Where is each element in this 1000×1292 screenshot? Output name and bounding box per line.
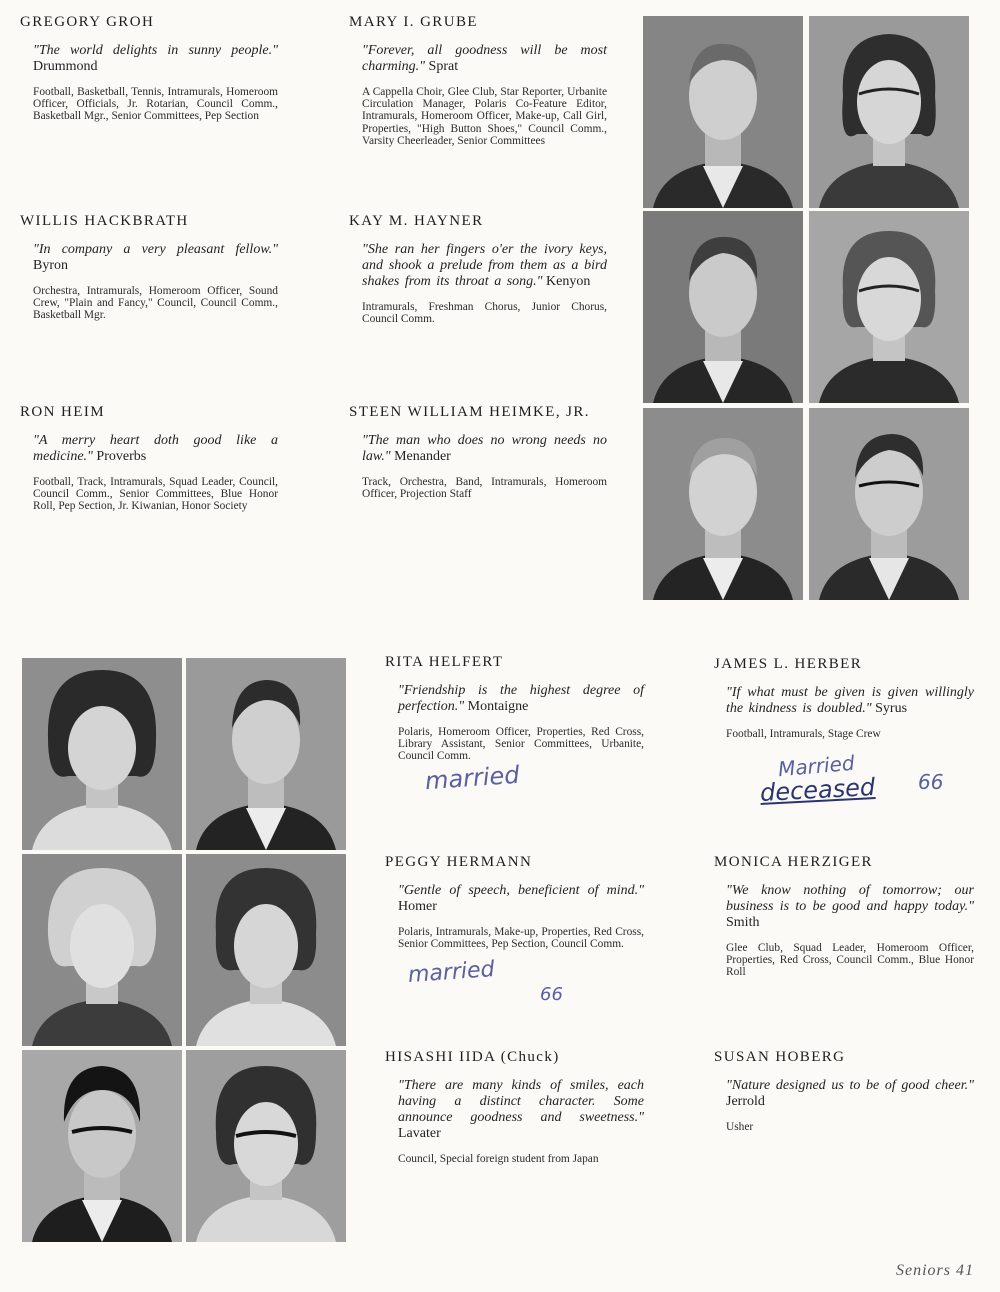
senior-activities: Council, Special foreign student from Japan [398, 1153, 599, 1165]
senior-activities: A Cappella Choir, Glee Club, Star Reporter, Urbanite Circulation Manager, Polaris Co-Feature Editor, Intramurals, Homeroom Officer, Make-up, Call Girl, Properties, "High Button Shoes," Council Comm., Varsity Cheerleader, Senior Committees [362, 86, 607, 147]
senior-entry [20, 213, 278, 322]
senior-quote: "She ran her fingers o'er the ivory keys, and shook a prelude from them as a bird shakes from its throat a song." Kenyon [362, 242, 607, 289]
senior-activities: Polaris, Intramurals, Make-up, Properties, Red Cross, Senior Committees, Pep Section, Council Comm. [398, 926, 644, 951]
senior-entry [385, 1049, 644, 1165]
senior-name: KAY M. HAYNER [349, 213, 484, 229]
portrait-male [643, 408, 803, 600]
senior-name: STEEN WILLIAM HEIMKE, JR. [349, 404, 590, 420]
senior-name: JAMES L. HERBER [714, 656, 863, 672]
senior-quote: "We know nothing of tomorrow; our business is to be good and happy today." Smith [726, 883, 974, 930]
senior-name: WILLIS HACKBRATH [20, 213, 189, 229]
handwritten-note: married [407, 957, 496, 988]
portrait-female [186, 1050, 346, 1242]
portrait-male [643, 211, 803, 403]
portrait-male [809, 408, 969, 600]
senior-entry [385, 854, 644, 950]
senior-name: MARY I. GRUBE [349, 14, 478, 30]
senior-entry [385, 654, 644, 763]
portrait-female [809, 211, 969, 403]
portrait-photo [643, 16, 803, 208]
senior-name: RON HEIM [20, 404, 105, 420]
handwritten-note: 66 [918, 770, 944, 794]
portrait-male [22, 1050, 182, 1242]
senior-quote: "If what must be given is given willingly the kindness is doubled." Syrus [726, 685, 974, 716]
senior-entry [714, 854, 974, 979]
handwritten-note: married [424, 760, 521, 796]
senior-name: GREGORY GROH [20, 14, 155, 30]
senior-name: MONICA HERZIGER [714, 854, 873, 870]
portrait-female [186, 854, 346, 1046]
senior-name: PEGGY HERMANN [385, 854, 533, 870]
senior-quote: "There are many kinds of smiles, each having a distinct character. Some announce goodness and sweetness." Lavater [398, 1078, 644, 1141]
senior-quote: "The man who does no wrong needs no law." Menander [362, 433, 607, 464]
handwritten-note: 66 [540, 984, 563, 1005]
senior-activities: Track, Orchestra, Band, Intramurals, Homeroom Officer, Projection Staff [362, 476, 607, 501]
portrait-photo [809, 408, 969, 600]
portrait-photo [186, 658, 346, 850]
portrait-photo [643, 408, 803, 600]
senior-name: SUSAN HOBERG [714, 1049, 846, 1065]
senior-activities: Polaris, Homeroom Officer, Properties, Red Cross, Library Assistant, Senior Committees, Urbanite, Council Comm. [398, 726, 644, 763]
senior-quote: "Gentle of speech, beneficient of mind." Homer [398, 883, 644, 914]
senior-activities: Football, Intramurals, Stage Crew [726, 728, 881, 740]
senior-quote: "Nature designed us to be of good cheer." Jerrold [726, 1078, 974, 1109]
portrait-female [22, 658, 182, 850]
portrait-male [186, 658, 346, 850]
senior-activities: Usher [726, 1121, 754, 1133]
portrait-photo [186, 854, 346, 1046]
portrait-male [643, 16, 803, 208]
senior-entry [714, 1049, 974, 1133]
senior-quote: "Forever, all goodness will be most charming." Sprat [362, 43, 607, 74]
senior-entry [349, 404, 607, 500]
handwritten-note: deceased [759, 773, 876, 807]
portrait-photo [186, 1050, 346, 1242]
senior-activities: Orchestra, Intramurals, Homeroom Officer, Sound Crew, "Plain and Fancy," Council, Council Comm., Basketball Mgr. [33, 285, 278, 322]
portrait-photo [22, 1050, 182, 1242]
senior-quote: "In company a very pleasant fellow." Byron [33, 242, 278, 273]
senior-name: RITA HELFERT [385, 654, 504, 670]
portrait-photo [22, 854, 182, 1046]
portrait-photo [809, 16, 969, 208]
senior-quote: "A merry heart doth good like a medicine." Proverbs [33, 433, 278, 464]
senior-activities: Football, Track, Intramurals, Squad Leader, Council, Council Comm., Senior Committees, Blue Honor Roll, Pep Section, Jr. Kiwanian, Honor Society [33, 476, 278, 513]
senior-quote: "The world delights in sunny people." Drummond [33, 43, 278, 74]
senior-entry [349, 14, 607, 147]
portrait-photo [643, 211, 803, 403]
senior-activities: Football, Basketball, Tennis, Intramurals, Homeroom Officer, Officials, Jr. Rotarian, Council Comm., Basketball Mgr., Senior Committees, Pep Section [33, 86, 278, 123]
portrait-photo [809, 211, 969, 403]
senior-entry [20, 14, 278, 123]
senior-quote: "Friendship is the highest degree of perfection." Montaigne [398, 683, 644, 714]
senior-activities: Intramurals, Freshman Chorus, Junior Chorus, Council Comm. [362, 301, 607, 326]
senior-entry [349, 213, 607, 325]
senior-activities: Glee Club, Squad Leader, Homeroom Officer, Properties, Red Cross, Council Comm., Blue Honor Roll [726, 942, 974, 979]
senior-entry [714, 656, 974, 740]
senior-entry [20, 404, 278, 513]
senior-name: HISASHI IIDA (Chuck) [385, 1049, 560, 1065]
portrait-photo [22, 658, 182, 850]
portrait-female [809, 16, 969, 208]
portrait-female [22, 854, 182, 1046]
handwritten-note: Married [777, 750, 856, 782]
page-footer: Seniors 41 [896, 1262, 974, 1279]
